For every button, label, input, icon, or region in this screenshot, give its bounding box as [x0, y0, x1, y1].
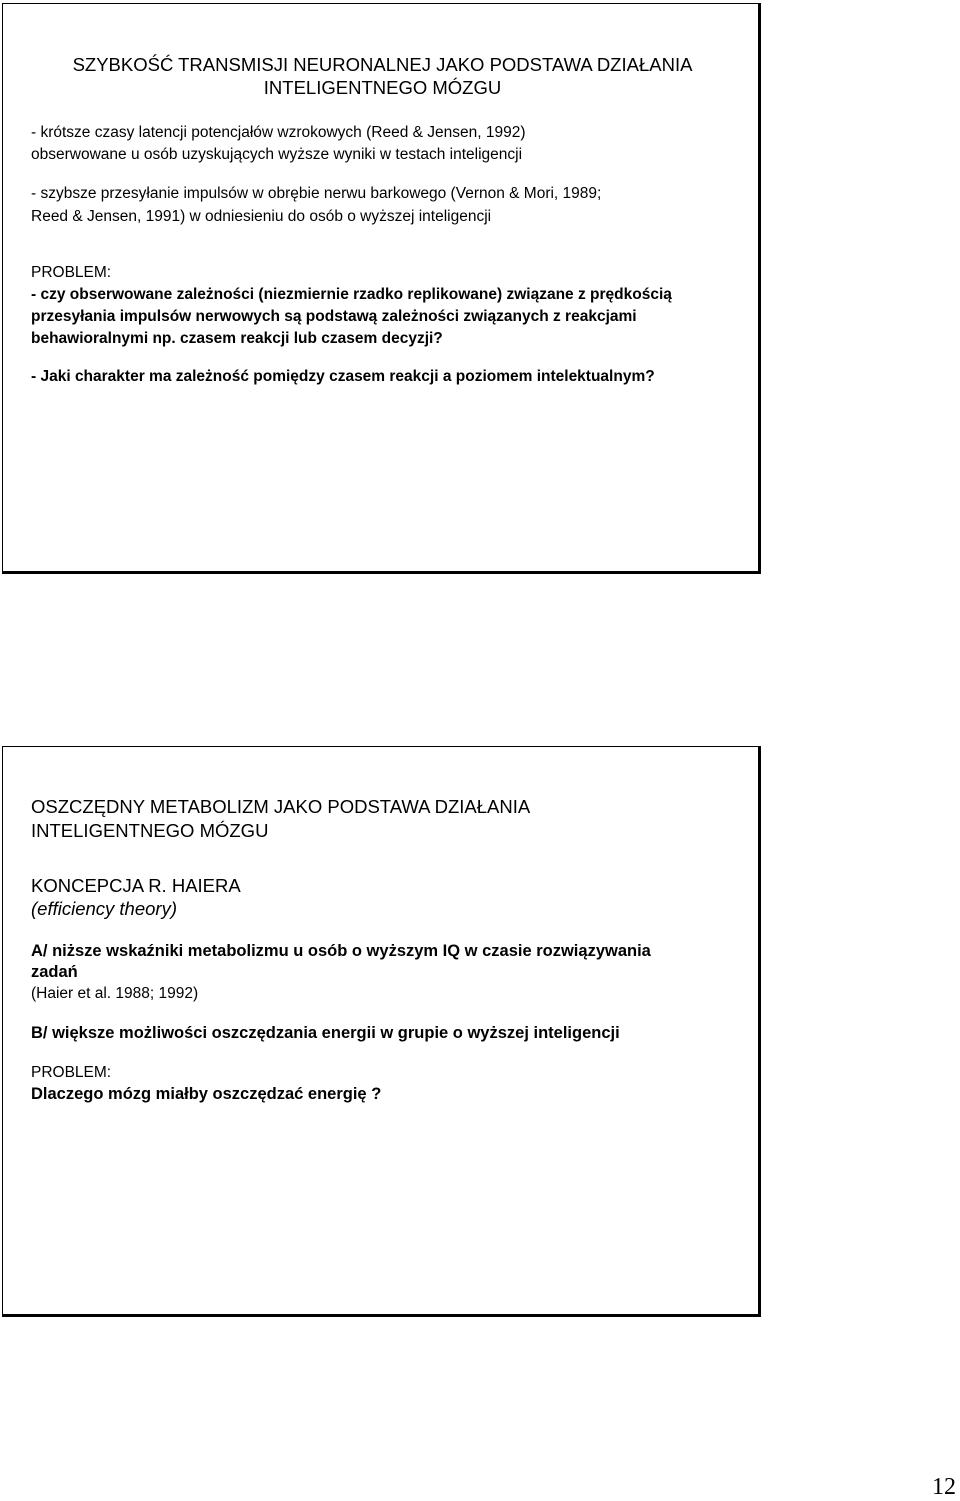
slide2-point-b: B/ większe możliwości oszczędzania energii w grupie o wyższej inteligencji — [31, 1024, 620, 1042]
slide1-question2: - Jaki charakter ma zależność pomiędzy czasem reakcji a poziomem intelektualnym? — [31, 368, 655, 385]
slide2-title-line2: INTELIGENTNEGO MÓZGU — [31, 820, 269, 841]
slide1-question1-line1: - czy obserwowane zależności (niezmiernie rzadko replikowane) związane z prędkością — [31, 286, 672, 303]
slide1-point1-line1: - krótsze czasy latencji potencjałów wzrokowych (Reed & Jensen, 1992) — [31, 124, 526, 141]
slide1-problem-label: PROBLEM: — [31, 264, 112, 281]
slide1-point2-line1: - szybsze przesyłanie impulsów w obrębie nerwu barkowego (Vernon & Mori, 1989; — [31, 185, 602, 202]
slide2-problem-question: Dlaczego mózg miałby oszczędzać energię ? — [31, 1085, 382, 1103]
slide1-question1-line2: przesyłania impulsów nerwowych są podstawą zależności związanych z reakcjami — [31, 308, 637, 325]
slide1-title-line1: SZYBKOŚĆ TRANSMISJI NEURONALNEJ JAKO PODSTAWA DZIAŁANIA — [72, 54, 693, 75]
slide-neuronal-transmission — [2, 3, 761, 574]
slide2-concept: KONCEPCJA R. HAIERA — [31, 875, 241, 896]
slide1-title-line2: INTELIGENTNEGO MÓZGU — [263, 77, 502, 98]
slide1-point1-line2: obserwowane u osób uzyskujących wyższe wyniki w testach inteligencji — [31, 146, 523, 163]
slide2-concept-subtitle: (efficiency theory) — [31, 898, 177, 919]
slide2-point-a-line1: A/ niższe wskaźniki metabolizmu u osób o wyższym IQ w czasie rozwiązywania — [31, 942, 651, 960]
slide1-point2-line2: Reed & Jensen, 1991) w odniesieniu do osób o wyższej inteligencji — [31, 208, 492, 225]
slide-efficient-metabolism — [2, 746, 761, 1317]
slide2-title-line1: OSZCZĘDNY METABOLIZM JAKO PODSTAWA DZIAŁANIA — [31, 796, 531, 817]
slide2-point-a-citation: (Haier et al. 1988; 1992) — [31, 985, 199, 1002]
slide2-problem-label: PROBLEM: — [31, 1064, 112, 1081]
slide1-question1-line3: behawioralnymi np. czasem reakcji lub czasem decyzji? — [31, 330, 443, 347]
slide2-point-a-line2: zadań — [31, 963, 78, 981]
page-number: 12 — [932, 1474, 956, 1500]
